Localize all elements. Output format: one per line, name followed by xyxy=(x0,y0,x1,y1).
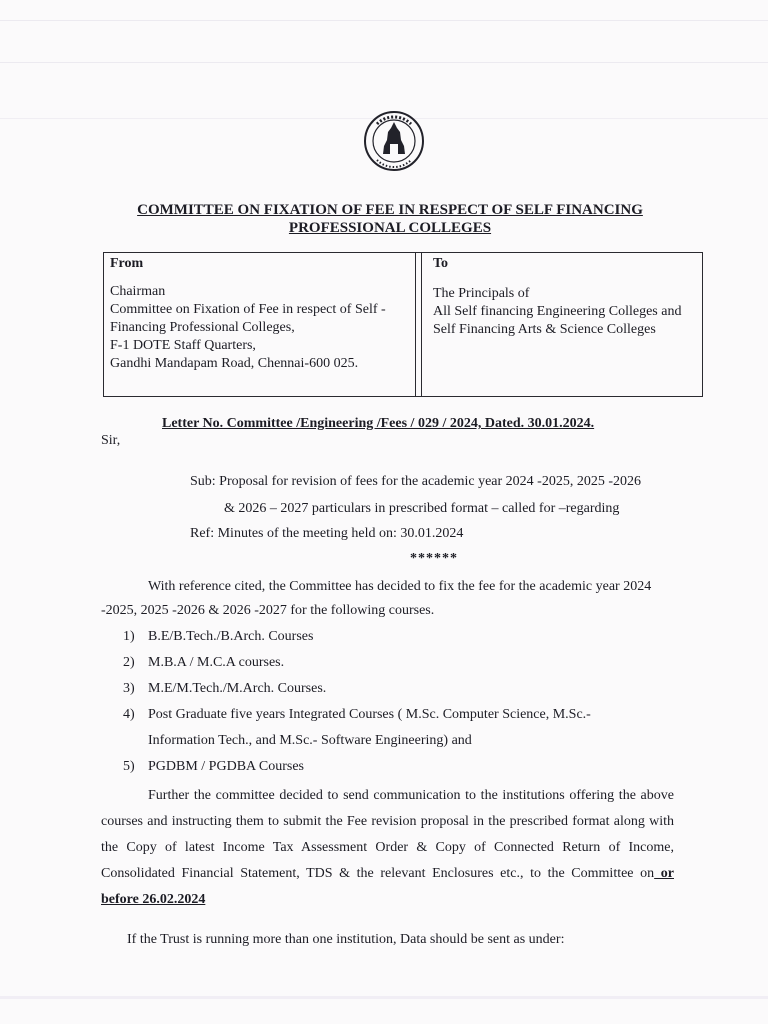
list-item: PGDBM / PGDBA Courses xyxy=(148,759,304,774)
list-item: Post Graduate five years Integrated Courses ( M.Sc. Computer Science, M.Sc.- xyxy=(148,707,591,722)
from-line: Financing Professional Colleges, xyxy=(110,320,295,335)
reference: Ref: Minutes of the meeting held on: 30.01.2024 xyxy=(190,526,464,541)
from-block xyxy=(110,255,410,373)
list-item-number: 3) xyxy=(123,681,135,696)
table-divider xyxy=(415,253,416,396)
list-item: M.E/M.Tech./M.Arch. Courses. xyxy=(148,681,327,696)
list-item-number: 2) xyxy=(123,655,135,670)
from-line: Committee on Fixation of Fee in respect of Self - xyxy=(110,302,386,317)
table-divider xyxy=(421,253,422,396)
para1-line2: -2025, 2025 -2026 & 2026 -2027 for the following courses. xyxy=(101,603,435,618)
from-line: Chairman xyxy=(110,284,166,299)
to-heading: To xyxy=(433,256,449,271)
para1-line1: With reference cited, the Committee has decided to fix the fee for the academic year 2024 xyxy=(148,579,652,594)
letter-title-line1: COMMITTEE ON FIXATION OF FEE IN RESPECT OF SELF FINANCING xyxy=(137,202,643,218)
address-table xyxy=(103,252,703,397)
list-item-number: 1) xyxy=(123,629,135,644)
subject-line2: & 2026 – 2027 particulars in prescribed format – called for –regarding xyxy=(224,501,620,516)
scan-artifact xyxy=(0,62,768,63)
para2 xyxy=(101,783,674,913)
from-heading: From xyxy=(110,256,144,271)
salutation: Sir, xyxy=(101,433,121,448)
from-line: F-1 DOTE Staff Quarters, xyxy=(110,338,256,353)
separator: ****** xyxy=(410,551,458,566)
scan-artifact xyxy=(0,996,768,999)
letter-number: Letter No. Committee /Engineering /Fees / 029 / 2024, Dated. 30.01.2024. xyxy=(162,416,595,431)
to-block xyxy=(433,255,701,339)
list-item: M.B.A / M.C.A courses. xyxy=(148,655,285,670)
government-seal-icon xyxy=(363,110,425,178)
to-line: All Self financing Engineering Colleges and xyxy=(433,304,682,319)
to-line: The Principals of xyxy=(433,286,530,301)
deadline-date: or before 26.02.2024 xyxy=(101,866,674,907)
list-item-number: 4) xyxy=(123,707,135,722)
list-item: Information Tech., and M.Sc.- Software Engineering) and xyxy=(148,733,472,748)
scan-artifact xyxy=(0,20,768,21)
subject-line1: Sub: Proposal for revision of fees for the academic year 2024 -2025, 2025 -2026 xyxy=(190,474,641,489)
from-line: Gandhi Mandapam Road, Chennai-600 025. xyxy=(110,356,359,371)
para2-text: Further the committee decided to send communication to the institutions offering the above courses and instructing them to submit the Fee revision proposal in the prescribed format along with the Copy of latest Income Tax Assessment Order & Copy of Connected Return of Income, Consolidated Financial Statement, TDS & the relevant Enclosures etc., to the Committee on xyxy=(101,788,674,881)
letter-title-line2: PROFESSIONAL COLLEGES xyxy=(288,220,492,236)
list-item-number: 5) xyxy=(123,759,135,774)
para3: If the Trust is running more than one institution, Data should be sent as under: xyxy=(127,932,565,947)
to-line: Self Financing Arts & Science Colleges xyxy=(433,322,656,337)
list-item: B.E/B.Tech./B.Arch. Courses xyxy=(148,629,314,644)
